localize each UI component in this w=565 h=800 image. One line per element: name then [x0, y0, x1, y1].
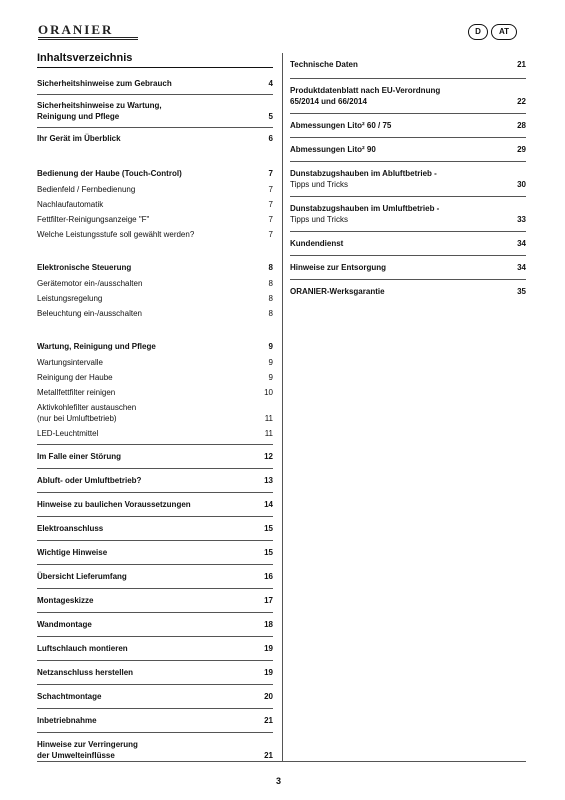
toc-entry-page: 21: [264, 751, 273, 760]
toc-entry: [37, 291, 273, 306]
toc-entry-page: 8: [268, 294, 273, 303]
toc-entry-subtitle: Tipps und Tricks: [290, 180, 348, 189]
column-divider: [282, 53, 283, 761]
toc-entry-title: Dunstabzugshauben im Abluftbetrieb -: [290, 169, 437, 178]
toc-entry: [290, 52, 526, 79]
toc-entry-page: 7: [268, 200, 273, 209]
toc-entry-subtitle: Tipps und Tricks: [290, 215, 348, 224]
toc-entry: [290, 162, 526, 197]
toc-entry-title: Metallfettfilter reinigen: [37, 388, 116, 397]
toc-entry: [37, 385, 273, 400]
toc-entry-title: Sicherheitshinweise zu Wartung, Reinigung und Pflege: [37, 101, 162, 121]
toc-entry: [290, 138, 526, 162]
toc-entry-page: 13: [264, 476, 273, 485]
toc-entry-title: Sicherheitshinweise zum Gebrauch: [37, 79, 172, 88]
toc-entry-page: 12: [264, 452, 273, 461]
toc-entry-title: Produktdatenblatt nach EU-Verordnung 65/2014 und 66/2014: [290, 86, 441, 106]
toc-entry-page: 28: [517, 121, 526, 130]
toc-entry-page: 9: [268, 358, 273, 367]
toc-entry-page: 34: [517, 239, 526, 248]
toc-entry-page: 14: [264, 500, 273, 509]
toc-entry-page: 35: [517, 287, 526, 296]
toc-entry-title: Reinigung der Haube: [37, 373, 113, 382]
toc-entry-page: 34: [517, 263, 526, 272]
toc-entry: [37, 709, 273, 733]
toc-entry: [290, 197, 526, 232]
toc-entry: [37, 685, 273, 709]
toc-entry-page: 33: [517, 215, 526, 224]
toc-entry: [290, 280, 526, 303]
toc-entry: [37, 613, 273, 637]
toc-entry-page: 21: [264, 716, 273, 725]
toc-title: Inhaltsverzeichnis: [37, 52, 273, 68]
toc-entry-page: 16: [264, 572, 273, 581]
toc-entry-title: Schachtmontage: [37, 692, 102, 701]
toc-entry-page: 8: [268, 263, 273, 272]
toc-entry-page: 29: [517, 145, 526, 154]
toc-entry: [37, 400, 273, 426]
toc-entry-page: 15: [264, 548, 273, 557]
toc-entry-title: Bedienung der Haube (Touch-Control): [37, 169, 182, 178]
toc-entry: [37, 661, 273, 685]
toc-entry-page: 15: [264, 524, 273, 533]
toc-entry-title: Beleuchtung ein-/ausschalten: [37, 309, 142, 318]
toc-entry-title: Kundendienst: [290, 239, 344, 248]
toc-entry-page: 7: [268, 169, 273, 178]
toc-entry-title: Wandmontage: [37, 620, 92, 629]
toc-entry-title: Gerätemotor ein-/ausschalten: [37, 279, 143, 288]
toc-entry-page: 7: [268, 230, 273, 239]
toc-entry-page: 11: [264, 429, 273, 438]
toc-entry-title: Abmessungen Lito² 60 / 75: [290, 121, 392, 130]
toc-entry-page: 7: [268, 185, 273, 194]
toc-entry-page: 30: [517, 180, 526, 189]
toc-entry-page: 11: [264, 414, 273, 423]
country-badge-d: D: [468, 24, 488, 40]
toc-entry-title: Technische Daten: [290, 60, 358, 69]
toc-right-column: [290, 52, 526, 303]
toc-entry-title: Montageskizze: [37, 596, 94, 605]
toc-entry-title: Aktivkohlefilter austauschen (nur bei Umluftbetrieb): [37, 403, 137, 423]
toc-entry: [37, 244, 273, 276]
toc-entry-page: 19: [264, 668, 273, 677]
toc-entry: [37, 445, 273, 469]
toc-entry-page: 20: [264, 692, 273, 701]
oranier-logo: [38, 20, 138, 42]
toc-entry: [37, 370, 273, 385]
toc-entry: [37, 182, 273, 197]
toc-entry-page: 6: [268, 134, 273, 143]
toc-entry-title: Übersicht Lieferumfang: [37, 572, 127, 581]
toc-entry: [37, 565, 273, 589]
toc-right-list: [290, 52, 526, 303]
logo-underline: [38, 37, 138, 38]
toc-entry: [37, 469, 273, 493]
footer-rule: [37, 761, 526, 762]
toc-entry: [290, 232, 526, 256]
toc-entry: [37, 323, 273, 355]
toc-entry-title: Wartung, Reinigung und Pflege: [37, 342, 156, 351]
page-number: 3: [276, 776, 282, 786]
toc-entry: [37, 276, 273, 291]
toc-entry: [37, 150, 273, 182]
toc-entry-page: 9: [268, 373, 273, 382]
toc-entry: [37, 212, 273, 227]
toc-entry: [37, 227, 273, 244]
toc-entry-title: Wichtige Hinweise: [37, 548, 108, 557]
toc-entry-page: 4: [268, 79, 273, 88]
toc-entry-title: Dunstabzugshauben im Umluftbetrieb -: [290, 204, 440, 213]
toc-entry-title: Hinweise zu baulichen Voraussetzungen: [37, 500, 191, 509]
toc-entry-page: 8: [268, 279, 273, 288]
toc-entry-title: Netzanschluss herstellen: [37, 668, 134, 677]
toc-entry-title: Hinweise zur Entsorgung: [290, 263, 387, 272]
toc-entry-title: Im Falle einer Störung: [37, 452, 122, 461]
toc-entry: [37, 355, 273, 370]
toc-entry: [290, 256, 526, 280]
brand-name: ORANIER: [38, 22, 114, 37]
toc-left-column: [37, 52, 273, 767]
toc-left-list: [37, 68, 273, 767]
toc-entry: [37, 426, 273, 445]
toc-entry: [37, 517, 273, 541]
country-badges: [468, 24, 517, 40]
logo-underline: [38, 39, 138, 40]
toc-entry-page: 9: [268, 342, 273, 351]
toc-entry-title: Elektronische Steuerung: [37, 263, 132, 272]
toc-entry-page: 5: [268, 112, 273, 121]
toc-entry-title: Leistungsregelung: [37, 294, 103, 303]
toc-entry-title: Abluft- oder Umluftbetrieb?: [37, 476, 142, 485]
toc-entry: [290, 79, 526, 114]
toc-entry: [37, 95, 273, 128]
toc-entry: [37, 589, 273, 613]
toc-entry-title: Abmessungen Lito² 90: [290, 145, 376, 154]
toc-entry-title: Inbetriebnahme: [37, 716, 97, 725]
toc-entry-title: Welche Leistungsstufe soll gewählt werden?: [37, 230, 195, 239]
toc-entry-title: LED-Leuchtmittel: [37, 429, 99, 438]
toc-entry: [37, 306, 273, 323]
toc-entry-page: 21: [517, 60, 526, 69]
toc-entry-title: Nachlaufautomatik: [37, 200, 104, 209]
toc-entry: [37, 493, 273, 517]
toc-entry-title: Ihr Gerät im Überblick: [37, 134, 121, 143]
toc-entry-title: Fettfilter-Reinigungsanzeige "F": [37, 215, 150, 224]
toc-entry-page: 18: [264, 620, 273, 629]
toc-entry-page: 17: [264, 596, 273, 605]
toc-entry-title: Elektroanschluss: [37, 524, 104, 533]
toc-entry: [290, 114, 526, 138]
toc-entry-page: 10: [264, 388, 273, 397]
toc-entry-title: Bedienfeld / Fernbedienung: [37, 185, 136, 194]
toc-entry-title: Wartungsintervalle: [37, 358, 103, 367]
toc-entry: [37, 128, 273, 150]
toc-entry: [37, 68, 273, 95]
toc-entry: [37, 541, 273, 565]
country-badge-at: AT: [491, 24, 517, 40]
toc-entry: [37, 197, 273, 212]
toc-entry-page: 19: [264, 644, 273, 653]
toc-entry-title: Luftschlauch montieren: [37, 644, 128, 653]
toc-entry-page: 22: [517, 97, 526, 106]
toc-entry-page: 7: [268, 215, 273, 224]
toc-entry-title: ORANIER-Werksgarantie: [290, 287, 385, 296]
toc-entry-title: Hinweise zur Verringerung der Umwelteinflüsse: [37, 740, 138, 760]
toc-entry-page: 8: [268, 309, 273, 318]
toc-entry: [37, 637, 273, 661]
